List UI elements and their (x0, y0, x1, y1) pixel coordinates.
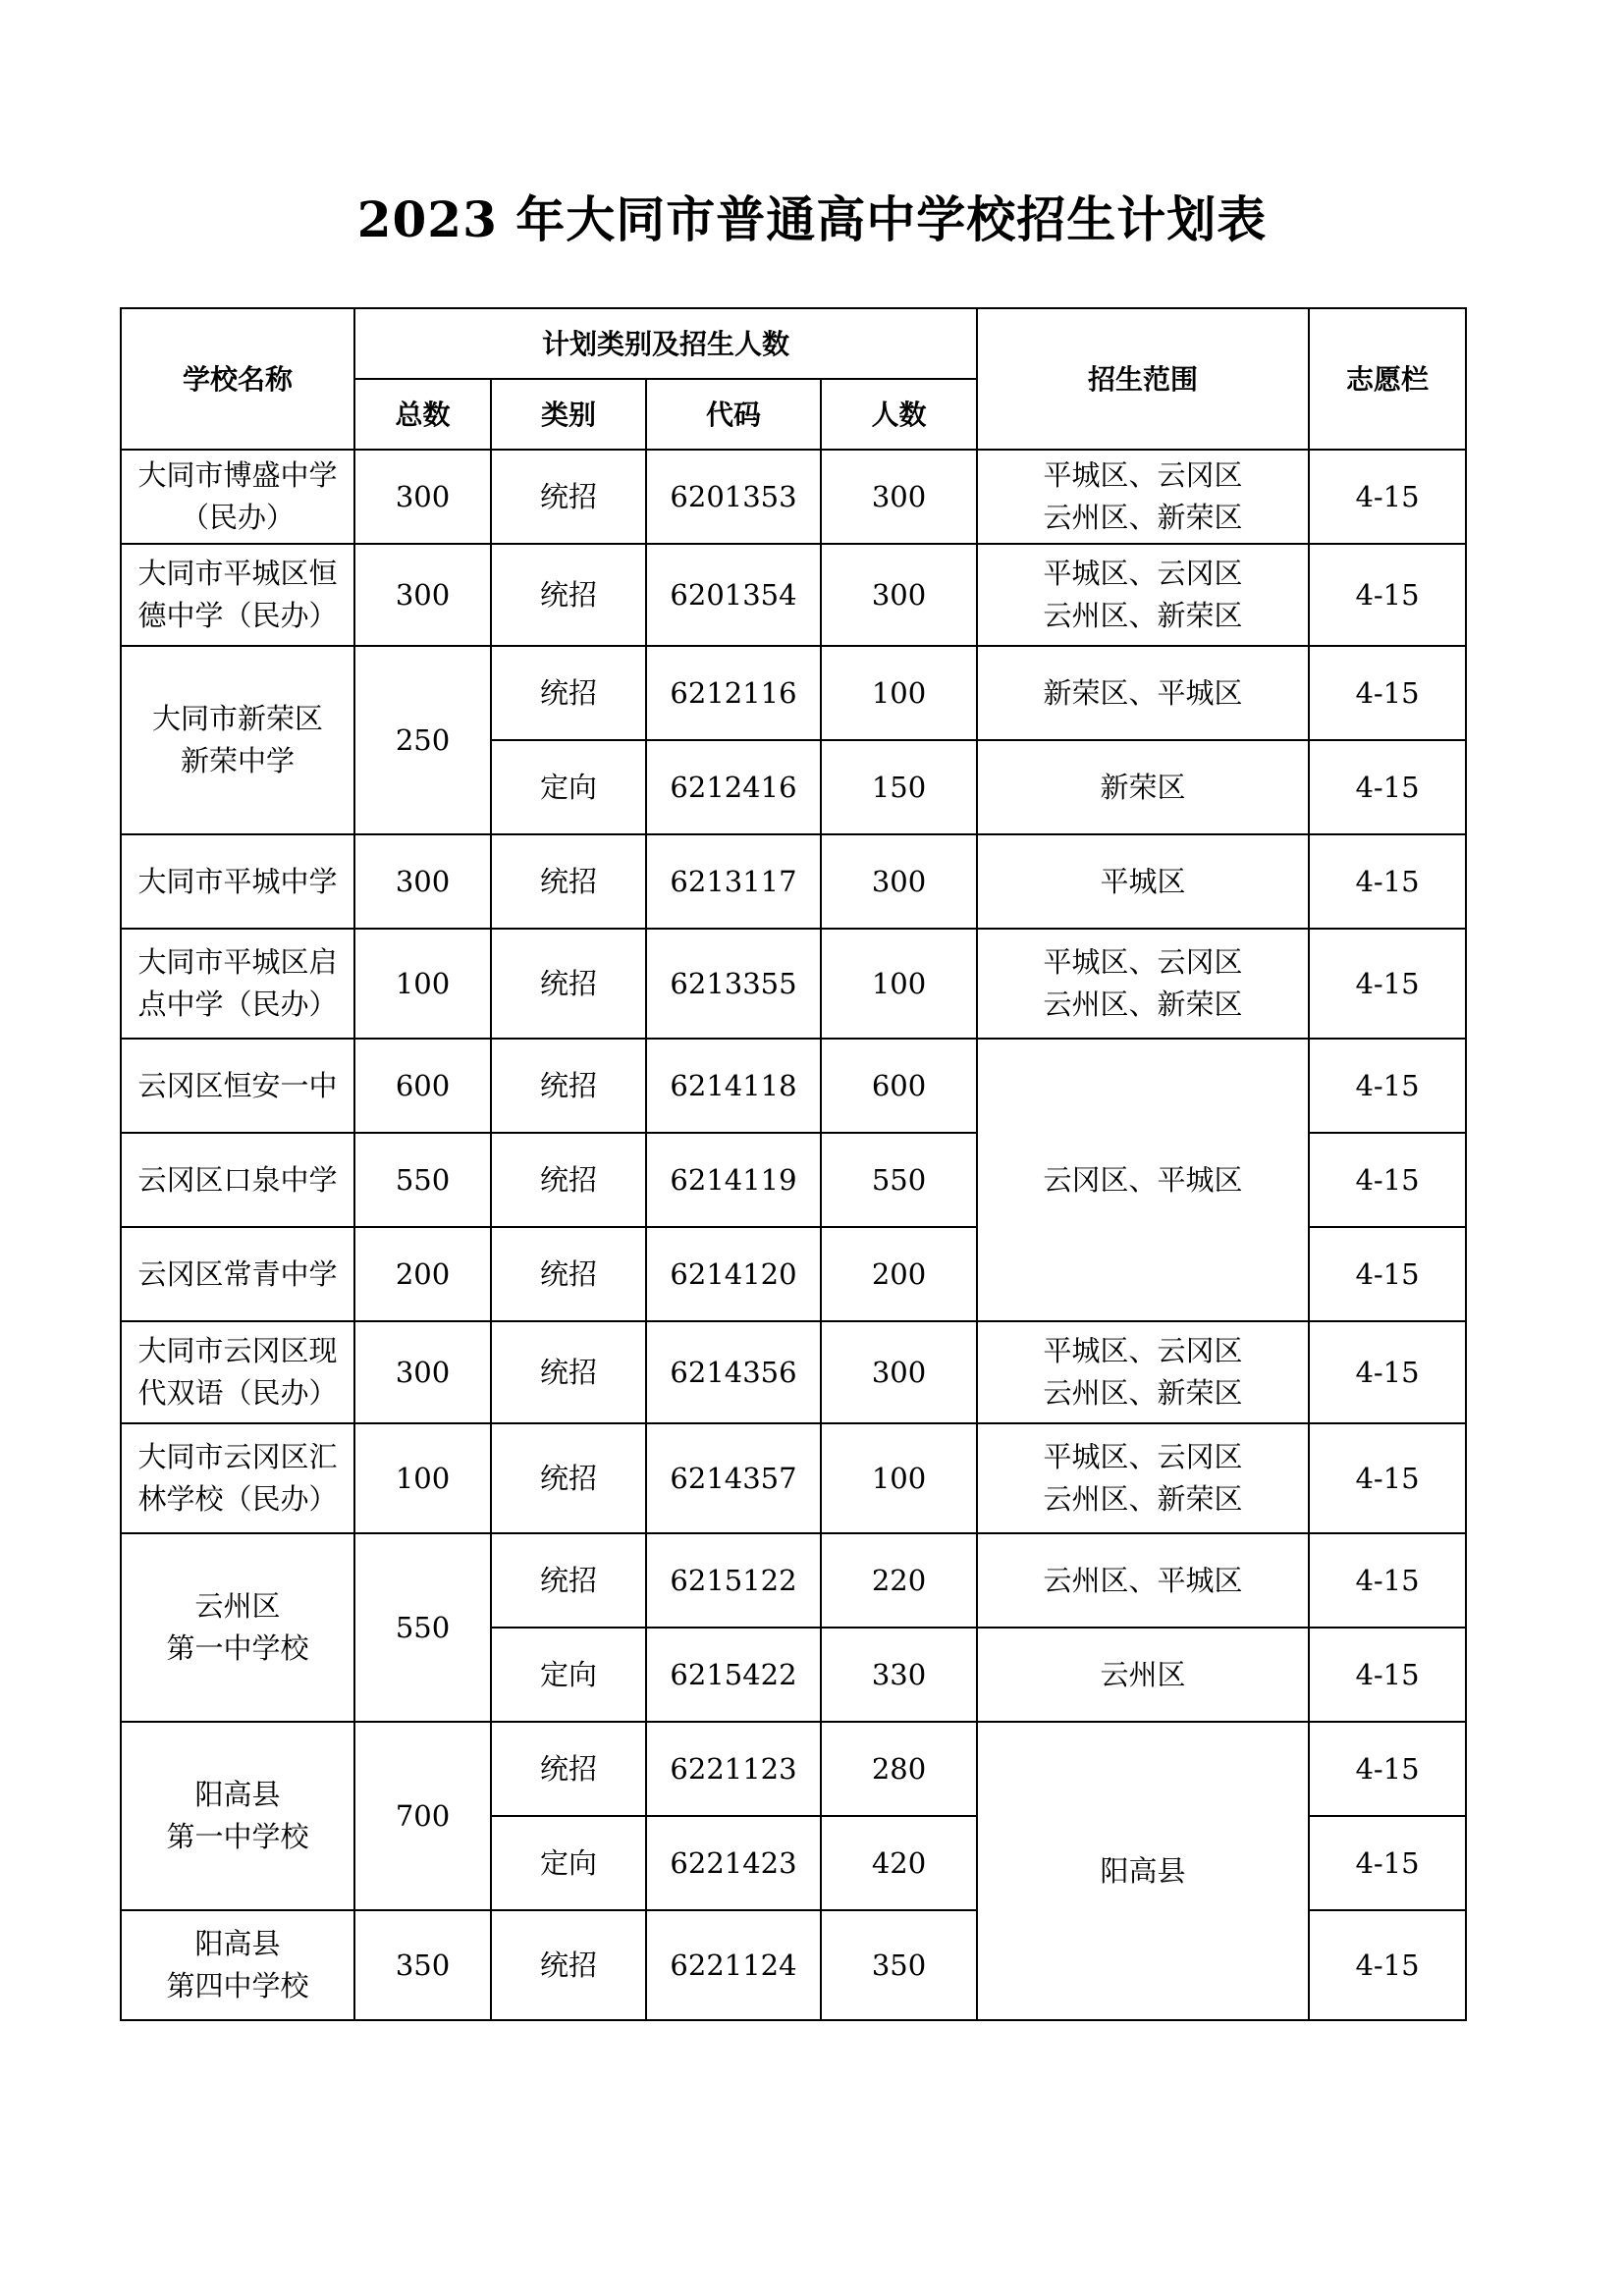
volunteer-cell: 4-15 (1309, 1722, 1466, 1816)
category-cell: 定向 (491, 740, 646, 834)
category-cell: 统招 (491, 646, 646, 740)
school-name-line: 大同市云冈区现 (137, 1334, 338, 1367)
scope-line: 平城区 (1100, 864, 1186, 898)
school-name-line: 云州区 (194, 1589, 281, 1623)
scope-line: 阳高县 (1100, 1853, 1186, 1888)
scope-line: 云州区、新荣区 (1043, 988, 1243, 1021)
count-cell: 280 (821, 1722, 977, 1816)
volunteer-cell: 4-15 (1309, 1227, 1466, 1321)
count-cell: 150 (821, 740, 977, 834)
scope-cell (977, 1423, 1309, 1533)
school-name-line: 德中学（民办） (137, 599, 338, 632)
count-cell: 100 (821, 646, 977, 740)
count-cell: 300 (821, 544, 977, 646)
volunteer-cell: 4-15 (1309, 1039, 1466, 1133)
school-name-cell (121, 646, 354, 834)
volunteer-cell: 4-15 (1309, 1816, 1466, 1910)
count-cell: 550 (821, 1133, 977, 1227)
volunteer-cell: 4-15 (1309, 544, 1466, 646)
scope-line: 云州区、新荣区 (1043, 1482, 1243, 1516)
school-name-line: 大同市博盛中学 (137, 458, 338, 492)
code-cell: 6201353 (646, 450, 821, 544)
scope-line: 云州区、新荣区 (1043, 501, 1243, 534)
code-cell: 6214357 (646, 1423, 821, 1533)
scope-line: 平城区、云冈区 (1043, 458, 1243, 492)
total-cell: 350 (354, 1910, 491, 2020)
count-cell: 600 (821, 1039, 977, 1133)
school-name-line: 云冈区恒安一中 (137, 1068, 338, 1102)
category-cell: 定向 (491, 1628, 646, 1722)
total-cell: 300 (354, 544, 491, 646)
scope-cell (977, 929, 1309, 1039)
scope-cell (977, 834, 1309, 929)
category-cell: 统招 (491, 1039, 646, 1133)
header-school-name: 学校名称 (121, 308, 354, 450)
school-name-cell (121, 544, 354, 646)
scope-line: 平城区、云冈区 (1043, 557, 1243, 590)
category-cell: 定向 (491, 1816, 646, 1910)
count-cell: 300 (821, 1321, 977, 1423)
category-cell: 统招 (491, 1423, 646, 1533)
volunteer-cell: 4-15 (1309, 646, 1466, 740)
code-cell: 6215122 (646, 1533, 821, 1628)
code-cell: 6213117 (646, 834, 821, 929)
category-cell: 统招 (491, 544, 646, 646)
school-name-cell (121, 1423, 354, 1533)
code-cell: 6213355 (646, 929, 821, 1039)
school-name-cell (121, 1227, 354, 1321)
code-cell: 6221123 (646, 1722, 821, 1816)
school-name-line: 大同市平城中学 (137, 864, 338, 898)
school-name-line: 林学校（民办） (137, 1482, 338, 1516)
table-row (121, 646, 1466, 740)
school-name-cell (121, 1133, 354, 1227)
volunteer-cell: 4-15 (1309, 1910, 1466, 2020)
category-cell: 统招 (491, 1910, 646, 2020)
table-row (121, 1321, 1466, 1423)
total-cell: 250 (354, 646, 491, 834)
volunteer-cell: 4-15 (1309, 450, 1466, 544)
scope-cell (977, 646, 1309, 740)
category-cell: 统招 (491, 450, 646, 544)
volunteer-cell: 4-15 (1309, 1321, 1466, 1423)
code-cell: 6215422 (646, 1628, 821, 1722)
count-cell: 100 (821, 1423, 977, 1533)
volunteer-cell: 4-15 (1309, 1133, 1466, 1227)
volunteer-cell: 4-15 (1309, 740, 1466, 834)
school-name-line: 阳高县 (194, 1778, 281, 1811)
count-cell: 420 (821, 1816, 977, 1910)
scope-cell (977, 1039, 1309, 1321)
volunteer-cell: 4-15 (1309, 1423, 1466, 1533)
table-row (121, 544, 1466, 646)
code-cell: 6212116 (646, 646, 821, 740)
category-cell: 统招 (491, 1722, 646, 1816)
school-name-line: 大同市云冈区汇 (137, 1440, 338, 1473)
header-count: 人数 (821, 379, 977, 450)
school-name-line: 阳高县 (194, 1927, 281, 1960)
scope-cell (977, 1533, 1309, 1628)
table-row (121, 1039, 1466, 1133)
count-cell: 220 (821, 1533, 977, 1628)
school-name-cell (121, 1321, 354, 1423)
count-cell: 200 (821, 1227, 977, 1321)
total-cell: 300 (354, 450, 491, 544)
category-cell: 统招 (491, 929, 646, 1039)
school-name-cell (121, 929, 354, 1039)
school-name-cell (121, 1910, 354, 2020)
school-name-line: 云冈区口泉中学 (137, 1162, 338, 1197)
school-name-line: 大同市新荣区 (151, 702, 323, 735)
scope-line: 平城区、云冈区 (1043, 1440, 1243, 1473)
code-cell: 6214356 (646, 1321, 821, 1423)
count-cell: 300 (821, 450, 977, 544)
code-cell: 6221423 (646, 1816, 821, 1910)
total-cell: 100 (354, 929, 491, 1039)
school-name-line: 第一中学校 (166, 1820, 309, 1853)
header-category: 类别 (491, 379, 646, 450)
total-cell: 600 (354, 1039, 491, 1133)
table-row (121, 1722, 1466, 1816)
school-name-cell (121, 1039, 354, 1133)
count-cell: 300 (821, 834, 977, 929)
volunteer-cell: 4-15 (1309, 834, 1466, 929)
scope-cell (977, 1321, 1309, 1423)
header-plan-group: 计划类别及招生人数 (354, 308, 977, 379)
scope-line: 新荣区、平城区 (1043, 675, 1243, 710)
school-name-line: 代双语（民办） (137, 1376, 338, 1410)
scope-line: 新荣区 (1100, 770, 1186, 804)
school-name-line: 云冈区常青中学 (137, 1256, 338, 1291)
school-name-line: 第四中学校 (166, 1969, 309, 2002)
total-cell: 100 (354, 1423, 491, 1533)
school-name-line: 大同市平城区启 (137, 945, 338, 979)
scope-line: 云州区、平城区 (1043, 1563, 1243, 1597)
category-cell: 统招 (491, 1133, 646, 1227)
total-cell: 300 (354, 834, 491, 929)
code-cell: 6212416 (646, 740, 821, 834)
scope-cell (977, 740, 1309, 834)
header-total: 总数 (354, 379, 491, 450)
school-name-cell (121, 834, 354, 929)
scope-line: 云州区、新荣区 (1043, 1376, 1243, 1410)
count-cell: 350 (821, 1910, 977, 2020)
enrollment-plan-table (120, 307, 1467, 2021)
school-name-line: （民办） (180, 501, 295, 534)
header-scope: 招生范围 (977, 308, 1309, 450)
code-cell: 6214119 (646, 1133, 821, 1227)
total-cell: 700 (354, 1722, 491, 1910)
category-cell: 统招 (491, 1321, 646, 1423)
code-cell: 6201354 (646, 544, 821, 646)
volunteer-cell: 4-15 (1309, 1533, 1466, 1628)
count-cell: 100 (821, 929, 977, 1039)
scope-line: 平城区、云冈区 (1043, 945, 1243, 979)
header-volunteer: 志愿栏 (1309, 308, 1466, 450)
school-name-cell (121, 1722, 354, 1910)
scope-cell (977, 544, 1309, 646)
school-name-cell (121, 450, 354, 544)
total-cell: 300 (354, 1321, 491, 1423)
scope-line: 平城区、云冈区 (1043, 1334, 1243, 1367)
scope-line: 云州区、新荣区 (1043, 599, 1243, 632)
table-row (121, 450, 1466, 544)
volunteer-cell: 4-15 (1309, 1628, 1466, 1722)
scope-line: 云冈区、平城区 (1043, 1162, 1243, 1197)
scope-cell (977, 1722, 1309, 2020)
total-cell: 550 (354, 1533, 491, 1722)
table-row (121, 1423, 1466, 1533)
code-cell: 6214120 (646, 1227, 821, 1321)
header-code: 代码 (646, 379, 821, 450)
school-name-line: 第一中学校 (166, 1631, 309, 1665)
page-title: 2023 年大同市普通高中学校招生计划表 (356, 190, 1268, 248)
school-name-line: 新荣中学 (180, 744, 295, 777)
category-cell: 统招 (491, 1227, 646, 1321)
volunteer-cell: 4-15 (1309, 929, 1466, 1039)
table-row (121, 1533, 1466, 1628)
code-cell: 6214118 (646, 1039, 821, 1133)
category-cell: 统招 (491, 834, 646, 929)
school-name-cell (121, 1533, 354, 1722)
scope-cell (977, 1628, 1309, 1722)
scope-line: 云州区 (1100, 1657, 1186, 1691)
code-cell: 6221124 (646, 1910, 821, 2020)
total-cell: 200 (354, 1227, 491, 1321)
category-cell: 统招 (491, 1533, 646, 1628)
count-cell: 330 (821, 1628, 977, 1722)
total-cell: 550 (354, 1133, 491, 1227)
scope-cell (977, 450, 1309, 544)
table-row (121, 929, 1466, 1039)
school-name-line: 大同市平城区恒 (137, 557, 338, 590)
table-row (121, 834, 1466, 929)
school-name-line: 点中学（民办） (137, 988, 338, 1021)
